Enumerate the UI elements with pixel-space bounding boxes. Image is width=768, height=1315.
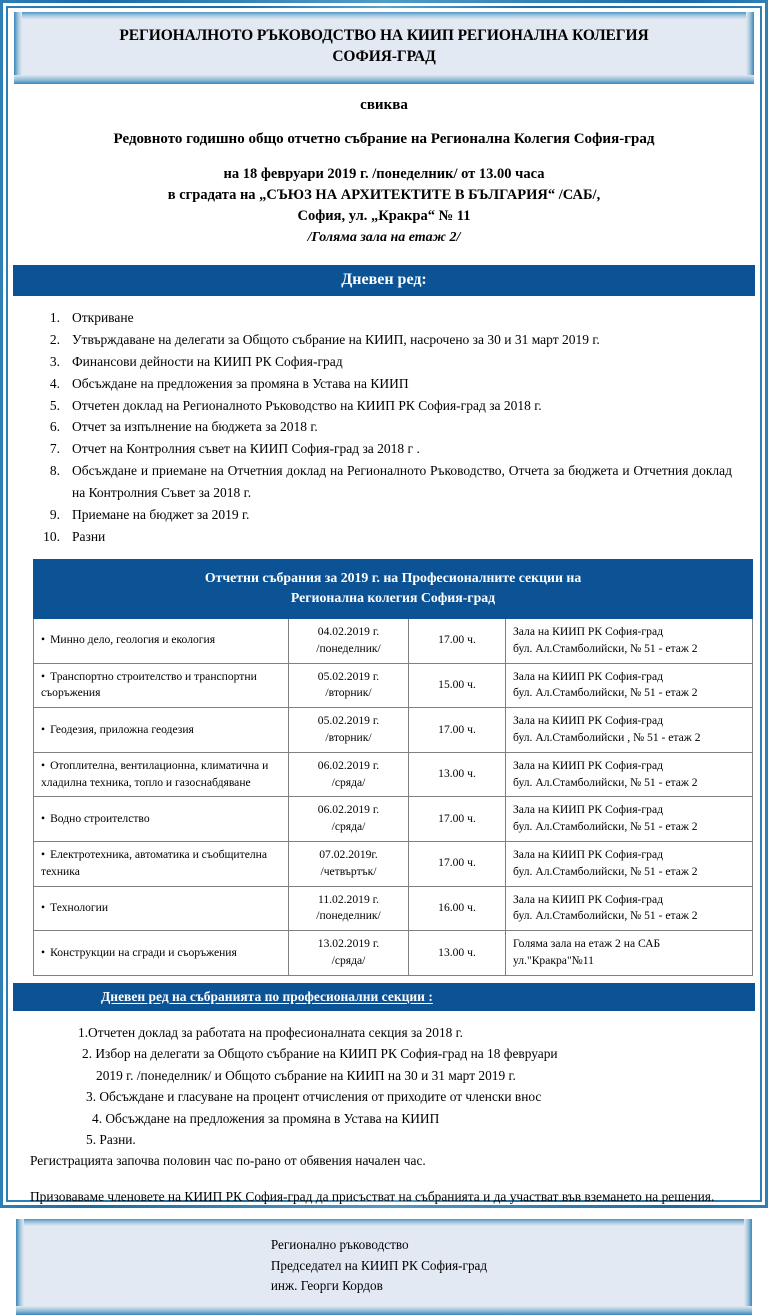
section-place-cell bbox=[506, 931, 753, 976]
org-title-line-1: РЕГИОНАЛНОТО РЪКОВОДСТВО НА КИИП РЕГИОНАЛНА КОЛЕГИЯ bbox=[119, 27, 649, 44]
section-place-line-2: бул. Ал.Стамболийски , № 51 - етаж 2 bbox=[513, 731, 701, 744]
section-place-line-2: ул."Кракра"№11 bbox=[513, 953, 594, 967]
section-place-line-2: бул. Ал.Стамболийски, № 51 - етаж 2 bbox=[513, 909, 698, 923]
section-date: 13.02.2019 г. bbox=[317, 937, 380, 951]
sections-table-title bbox=[34, 559, 753, 618]
invitation-date-line: на 18 февруари 2019 г. /понеделник/ от 13.00 часа bbox=[223, 165, 545, 182]
agenda-item bbox=[42, 504, 732, 526]
signature-line-3: инж. Георги Кордов bbox=[270, 1278, 383, 1294]
agenda-item-number: 10. bbox=[43, 528, 60, 544]
section-place-line-1: Зала на КИИП РК София-град bbox=[513, 714, 663, 728]
invitation-verb: свиква bbox=[360, 96, 408, 113]
section-name-cell bbox=[34, 752, 289, 797]
section-date-cell bbox=[289, 752, 409, 797]
section-name: Водно строителство bbox=[50, 811, 150, 825]
section-date: 06.02.2019 г. bbox=[317, 803, 380, 817]
signature-content bbox=[18, 1221, 750, 1312]
section-place-cell bbox=[506, 619, 753, 664]
org-title-line-2: СОФИЯ-ГРАД bbox=[332, 47, 436, 65]
sections-table-wrapper bbox=[33, 559, 736, 976]
section-day: /четвъртък/ bbox=[320, 864, 377, 878]
agenda-item bbox=[42, 307, 732, 329]
sections-agenda-banner-text: Дневен ред на събранията по професионални секции : bbox=[101, 988, 433, 1004]
call-to-attend-paragraph: Призоваваме членовете на КИИП РК София-град да присъстват на събранията и да участват във вземането на решения. bbox=[30, 1188, 715, 1204]
bullet-icon: • bbox=[41, 669, 46, 683]
agenda-item-text: Приемане на бюджет за 2019 г. bbox=[72, 506, 250, 522]
section-place-line-2: бул. Ал.Стамболийски, № 51 - етаж 2 bbox=[513, 820, 698, 834]
agenda-item-number: 5. bbox=[49, 397, 60, 413]
section-date-cell bbox=[289, 886, 409, 931]
agenda-item bbox=[42, 373, 732, 395]
section-name-cell bbox=[34, 841, 289, 886]
agenda-item-text: Откриване bbox=[72, 310, 134, 326]
agenda-item bbox=[42, 395, 732, 417]
registration-note: Регистрацията започва половин час по-рано от обявения начален час. bbox=[30, 1153, 426, 1169]
section-day: /сряда/ bbox=[331, 775, 366, 789]
signature-line-2: Председател на КИИП РК София-град bbox=[270, 1257, 488, 1273]
section-time-cell: 13.00 ч. bbox=[409, 931, 506, 976]
table-row bbox=[34, 886, 753, 931]
section-place-line-1: Зала на КИИП РК София-град bbox=[513, 847, 663, 861]
table-row bbox=[34, 663, 753, 708]
agenda-item-text: Обсъждане на предложения за промяна в Устава на КИИП bbox=[72, 375, 409, 391]
agenda-item-number: 4. bbox=[49, 375, 60, 391]
section-place-line-1: Зала на КИИП РК София-град bbox=[513, 892, 663, 906]
section-name-cell bbox=[34, 931, 289, 976]
agenda-item-number: 6. bbox=[49, 419, 60, 435]
section-name: Отоплителна, вентилационна, климатична и хладилна техника, топло и газоснабдяване bbox=[41, 758, 269, 789]
sections-agenda-banner bbox=[13, 982, 755, 1012]
section-place-line-2: бул. Ал.Стамболийски, № 51 - етаж 2 bbox=[513, 641, 698, 655]
agenda-item-number: 2. bbox=[49, 332, 60, 348]
sections-table bbox=[33, 559, 753, 976]
signature-line-1: Регионално ръководство bbox=[270, 1237, 409, 1253]
agenda-item-number: 1. bbox=[49, 310, 60, 326]
section-time-cell: 17.00 ч. bbox=[409, 619, 506, 664]
invitation-main-line: Редовното годишно общо отчетно събрание на Регионална Колегия София-град bbox=[113, 130, 655, 147]
agenda-list bbox=[8, 303, 760, 547]
agenda-item-text: Отчет за изпълнение на бюджета за 2018 г. bbox=[72, 419, 318, 435]
section-day: /вторник/ bbox=[325, 731, 372, 744]
section-place-line-1: Зала на КИИП РК София-град bbox=[513, 803, 663, 817]
signature-panel bbox=[16, 1219, 752, 1314]
section-place-line-1: Зала на КИИП РК София-град bbox=[513, 758, 663, 772]
agenda-item bbox=[42, 416, 732, 438]
table-row bbox=[34, 619, 753, 664]
agenda-item bbox=[42, 438, 732, 460]
section-date: 06.02.2019 г. bbox=[317, 758, 380, 772]
section-date-cell bbox=[289, 619, 409, 664]
bullet-icon: • bbox=[41, 945, 46, 959]
agenda-item-number: 7. bbox=[49, 441, 60, 457]
section-place-line-1: Зала на КИИП РК София-град bbox=[513, 669, 663, 683]
section-date-cell bbox=[289, 841, 409, 886]
section-day: /понеделник/ bbox=[316, 909, 381, 923]
agenda-item-text: Финансови дейности на КИИП РК София-град bbox=[72, 353, 343, 369]
table-row bbox=[34, 931, 753, 976]
section-time-cell: 13.00 ч. bbox=[409, 752, 506, 797]
section-time-cell: 17.00 ч. bbox=[409, 708, 506, 753]
section-date: 05.02.2019 г. bbox=[317, 714, 380, 728]
bullet-icon: • bbox=[41, 722, 46, 736]
agenda-item bbox=[42, 351, 732, 373]
table-row bbox=[34, 752, 753, 797]
section-name: Технологии bbox=[50, 900, 109, 914]
section-time-cell: 17.00 ч. bbox=[409, 797, 506, 842]
section-name-cell bbox=[34, 619, 289, 664]
sections-agenda-list bbox=[8, 1012, 760, 1208]
agenda-item-number: 9. bbox=[49, 506, 60, 522]
page-body bbox=[6, 6, 762, 1294]
section-place-cell bbox=[506, 752, 753, 797]
section-day: /сряда/ bbox=[331, 953, 366, 967]
signature-lines bbox=[271, 1235, 487, 1296]
sections-agenda-item-1: 1.Отчетен доклад за работата на професионалната секция за 2018 г. bbox=[78, 1024, 464, 1040]
section-name-cell bbox=[34, 708, 289, 753]
agenda-item-text: Утвърждаване на делегати за Общото събрание на КИИП, насрочено за 30 и 31 март 2019 г. bbox=[72, 332, 600, 348]
invitation-block bbox=[8, 84, 760, 258]
section-place-cell bbox=[506, 663, 753, 708]
section-name: Транспортно строителство и транспортни съоръжения bbox=[41, 669, 257, 700]
section-date: 07.02.2019г. bbox=[319, 847, 378, 861]
org-title-panel bbox=[14, 12, 754, 84]
section-time-cell: 17.00 ч. bbox=[409, 841, 506, 886]
section-place-line-1: Зала на КИИП РК София-град bbox=[513, 625, 663, 639]
section-place-line-1: Голяма зала на етаж 2 на САБ bbox=[513, 937, 661, 951]
section-day: /понеделник/ bbox=[316, 641, 381, 655]
section-date: 11.02.2019 г. bbox=[318, 892, 379, 906]
bullet-icon: • bbox=[41, 900, 46, 914]
agenda-item bbox=[42, 526, 732, 548]
invitation-building-line: в сградата на „СЪЮЗ НА АРХИТЕКТИТЕ В БЪЛГАРИЯ“ /САБ/, bbox=[167, 186, 601, 203]
bullet-icon: • bbox=[41, 633, 46, 647]
section-place-cell bbox=[506, 886, 753, 931]
invitation-address-line: София, ул. „Кракра“ № 11 bbox=[297, 207, 471, 224]
section-place-cell bbox=[506, 708, 753, 753]
bullet-icon: • bbox=[41, 847, 46, 861]
sections-table-title-line-2: Регионална колегия София-град bbox=[290, 590, 496, 606]
org-title-content bbox=[16, 14, 752, 82]
section-place-line-2: бул. Ал.Стамболийски, № 51 - етаж 2 bbox=[513, 686, 698, 700]
table-row bbox=[34, 841, 753, 886]
agenda-item-text: Разни bbox=[72, 528, 106, 544]
section-name: Минно дело, геология и екология bbox=[50, 633, 216, 647]
sections-agenda-item-2-cont: 2019 г. /понеделник/ и Общото събрание на КИИП на 30 и 31 март 2019 г. bbox=[96, 1067, 516, 1083]
section-day: /сряда/ bbox=[331, 820, 366, 834]
section-date: 04.02.2019 г. bbox=[317, 625, 380, 639]
section-date-cell bbox=[289, 708, 409, 753]
section-name: Конструкции на сгради и съоръжения bbox=[50, 945, 237, 959]
agenda-item-text: Обсъждане и приемане на Отчетния доклад на Регионалното Ръководство, Отчета за бюджета и Отчетния доклад на Контролния Съвет за 2018 г. bbox=[72, 463, 732, 501]
sections-table-body bbox=[34, 619, 753, 976]
section-date: 05.02.2019 г. bbox=[317, 669, 380, 683]
section-time-cell: 16.00 ч. bbox=[409, 886, 506, 931]
bullet-icon: • bbox=[41, 758, 46, 772]
bullet-icon: • bbox=[41, 811, 46, 825]
agenda-item bbox=[42, 329, 732, 351]
sections-table-title-row bbox=[34, 559, 753, 618]
sections-table-title-line-1: Отчетни събрания за 2019 г. на Професионалните секции на bbox=[204, 569, 582, 585]
section-date-cell bbox=[289, 931, 409, 976]
section-place-cell bbox=[506, 841, 753, 886]
sections-agenda-item-4: 4. Обсъждане на предложения за промяна в Устава на КИИП bbox=[92, 1110, 440, 1126]
section-place-line-2: бул. Ал.Стамболийски, № 51 - етаж 2 bbox=[513, 864, 698, 878]
agenda-item-text: Отчетен доклад на Регионалното Ръководство на КИИП РК София-град за 2018 г. bbox=[72, 397, 542, 413]
table-row bbox=[34, 797, 753, 842]
table-row bbox=[34, 708, 753, 753]
page-frame-inner bbox=[3, 3, 765, 1294]
sections-agenda-item-2: 2. Избор на делегати за Общото събрание на КИИП РК София-град на 18 февруари bbox=[82, 1046, 558, 1062]
section-time-cell: 15.00 ч. bbox=[409, 663, 506, 708]
section-place-line-2: бул. Ал.Стамболийски, № 51 - етаж 2 bbox=[513, 775, 698, 789]
section-place-cell bbox=[506, 797, 753, 842]
section-name-cell bbox=[34, 886, 289, 931]
section-date-cell bbox=[289, 663, 409, 708]
section-day: /вторник/ bbox=[325, 686, 372, 700]
sections-agenda-item-5: 5. Разни. bbox=[86, 1131, 136, 1147]
section-name: Геодезия, приложна геодезия bbox=[50, 722, 194, 736]
sections-agenda-item-3: 3. Обсъждане и гласуване на процент отчисления от приходите от членски внос bbox=[86, 1089, 542, 1105]
agenda-item bbox=[42, 460, 732, 504]
section-date-cell bbox=[289, 797, 409, 842]
agenda-banner: Дневен ред: bbox=[13, 264, 755, 297]
section-name-cell bbox=[34, 797, 289, 842]
agenda-item-text: Отчет на Контролния съвет на КИИП София-град за 2018 г . bbox=[72, 441, 420, 457]
invitation-hall-line: /Голяма зала на етаж 2/ bbox=[307, 229, 461, 245]
agenda-item-number: 3. bbox=[49, 353, 60, 369]
section-name-cell bbox=[34, 663, 289, 708]
agenda-item-number: 8. bbox=[49, 463, 60, 479]
section-name: Електротехника, автоматика и съобщителна техника bbox=[41, 847, 267, 878]
